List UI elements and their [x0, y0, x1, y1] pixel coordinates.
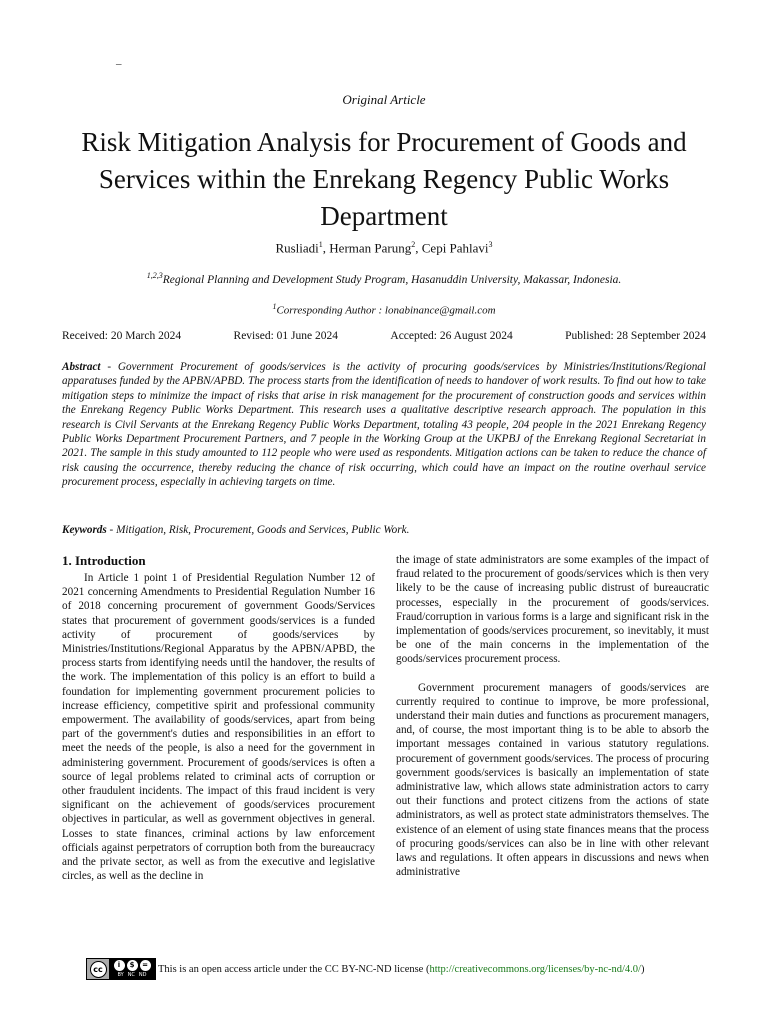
corresponding-sup: 1: [272, 302, 277, 311]
corresponding-text: Corresponding Author : lonabinance@gmail.com: [276, 304, 496, 317]
cc-license-badge[interactable]: [86, 958, 156, 980]
cc-nd-icon: =: [140, 960, 151, 971]
body-paragraph: Government procurement managers of goods/services are currently required to continue to improve, be more professional, understand their main duties and functions as procurement managers, and, of course, the most important thing is to be able to absorb the important messages contained in various statutory regulations. procurement of government goods/services. The process of procuring government goods/services is basically an implementation of state administrative law, which allows state administration actors to carry out their functions and protect citizens from the actions of state administrators, as well as protect state administrators themselves. The existence of an element of using state finances means that the process of procuring goods/services can also be in line with other relevant laws and regulations. It often appears in discussions and news when administrative: [396, 681, 709, 879]
author-name: Cepi Pahlavi: [421, 240, 489, 256]
date-revised: Revised: 01 June 2024: [233, 330, 338, 342]
author-sup: 3: [488, 240, 493, 249]
abstract: [62, 360, 706, 490]
license-link[interactable]: http://creativecommons.org/licenses/by-nc-nd/4.0/: [429, 963, 641, 975]
cc-labels: [117, 972, 146, 978]
right-column: [396, 553, 709, 879]
author-sup: 2: [411, 240, 416, 249]
paper-title: Risk Mitigation Analysis for Procurement of Goods and Services within the Enrekang Regency Public Works Department: [81, 127, 687, 231]
author-list: Rusliadi$^1$, Herman Parung$^2$, Cepi Pahlavi$^3$: [275, 240, 493, 256]
affiliation-text: Regional Planning and Development Study Program, Hasanuddin University, Makassar, Indonesia.: [162, 273, 622, 286]
author-name: Herman Parung: [329, 240, 412, 256]
section-heading: 1. Introduction: [62, 553, 146, 568]
keywords-label: Keywords: [62, 524, 107, 536]
author-sup: 1: [318, 240, 323, 249]
license-text: [158, 964, 644, 975]
article-type: Original Article: [342, 92, 426, 107]
corresponding-author: [0, 302, 768, 317]
author-name: Rusliadi: [275, 240, 319, 256]
license-footer: [86, 958, 644, 980]
cc-logo-icon: cc: [90, 961, 107, 978]
cc-icons-area: [109, 959, 155, 979]
cc-icons: [114, 960, 151, 971]
date-published: Published: 28 September 2024: [565, 330, 706, 342]
abstract-text: - Government Procurement of goods/services is the activity of procuring goods/services by Ministries/Institutions/Regional apparatuses funded by the APBN/APBD. The process starts from the identification of needs to handover of work results. To find out how to take mitigation steps to minimize the impact of risks that arise in risk management for the procurement of construction goods and services within the Enrekang Regency Public Works Department. This research uses a qualitative descriptive research approach. The population in this research is Civil Servants at the Enrekang Regency Public Works Department, totaling 43 people, 204 people in the 2021 Enrekang Regency Public Works Department Procurement Partners, and 7 people in the Working Group at the UKPBJ of the Enrekang Regional Secretariat in 2021. The sample in this study amounted to 112 people who were used as respondents. Mitigation actions can be taken to reduce the chance of risk causing the occurrence, thereby reducing the chance of risk occurring, which could have an impact on the routine overhaul service procurement process, especially in achieving targets on time.: [62, 361, 706, 489]
date-accepted: Accepted: 26 August 2024: [390, 330, 513, 342]
license-text-start: This is an open access article under the CC BY-NC-ND license (: [158, 963, 430, 975]
body-paragraph: the image of state administrators are some examples of the impact of fraud related to the procurement of goods/services which is then very likely to be the cause of increasing public distrust of bureaucratic processes, especially in the procurement of goods/services. Fraud/corruption in various forms is a large and significant risk in the implementation of goods/services procurement, so inevitably, it must be one of the main concerns in the implementation of the goods/services procurement process.: [396, 554, 709, 666]
cc-logo-area: [87, 959, 109, 979]
cc-label-nc: NC: [127, 972, 135, 978]
body-paragraph: In Article 1 point 1 of Presidential Regulation Number 12 of 2021 concerning Amendments to Presidential Regulation Number 16 of 2018 concerning procurement of government Goods/Services states that procurement of government goods/services is a funded activity of procurement of goods/services by Ministries/Institutions/Regional Apparatus by the APBN/APBD, the process starts from identifying needs until the handover, the results of the work. The implementation of this policy is an effort to build a foundation for implementing government procurement policies to increase efficiency, competitive spirit and professional community empowerment. The availability of goods/services, apart from being part of the government's duties and responsibilities in an effort to meet the needs of the people, is also a need for the government in administering government. Procurement of goods/services is often a source of legal problems related to criminal acts of corruption or other fraudulent incidents. The impact of this fraud incident is very significant on the achievement of goods/services procurement objectives in particular, as well as government objectives in general. Losses to state finances, criminal actions by law enforcement officials against perpetrators of corruption both from the bureaucracy and the private sector, as well as from the executive and legislative circles, as well as the decline in: [62, 572, 375, 883]
cc-by-icon: i: [114, 960, 125, 971]
cc-label-nd: ND: [138, 972, 147, 978]
header-dash: –: [116, 58, 122, 70]
abstract-label: Abstract: [62, 361, 101, 373]
keywords-text: - Mitigation, Risk, Procurement, Goods and Services, Public Work.: [106, 524, 410, 536]
cc-label-by: BY: [117, 972, 124, 978]
affiliation-sup: 1,2,3: [146, 271, 163, 280]
date-received: Received: 20 March 2024: [62, 330, 182, 342]
license-text-end: ): [640, 963, 645, 975]
affiliation: [0, 271, 768, 286]
article-dates: [62, 330, 706, 342]
keywords: [62, 524, 706, 536]
cc-nc-icon: $: [127, 960, 138, 971]
left-column: [62, 553, 375, 883]
